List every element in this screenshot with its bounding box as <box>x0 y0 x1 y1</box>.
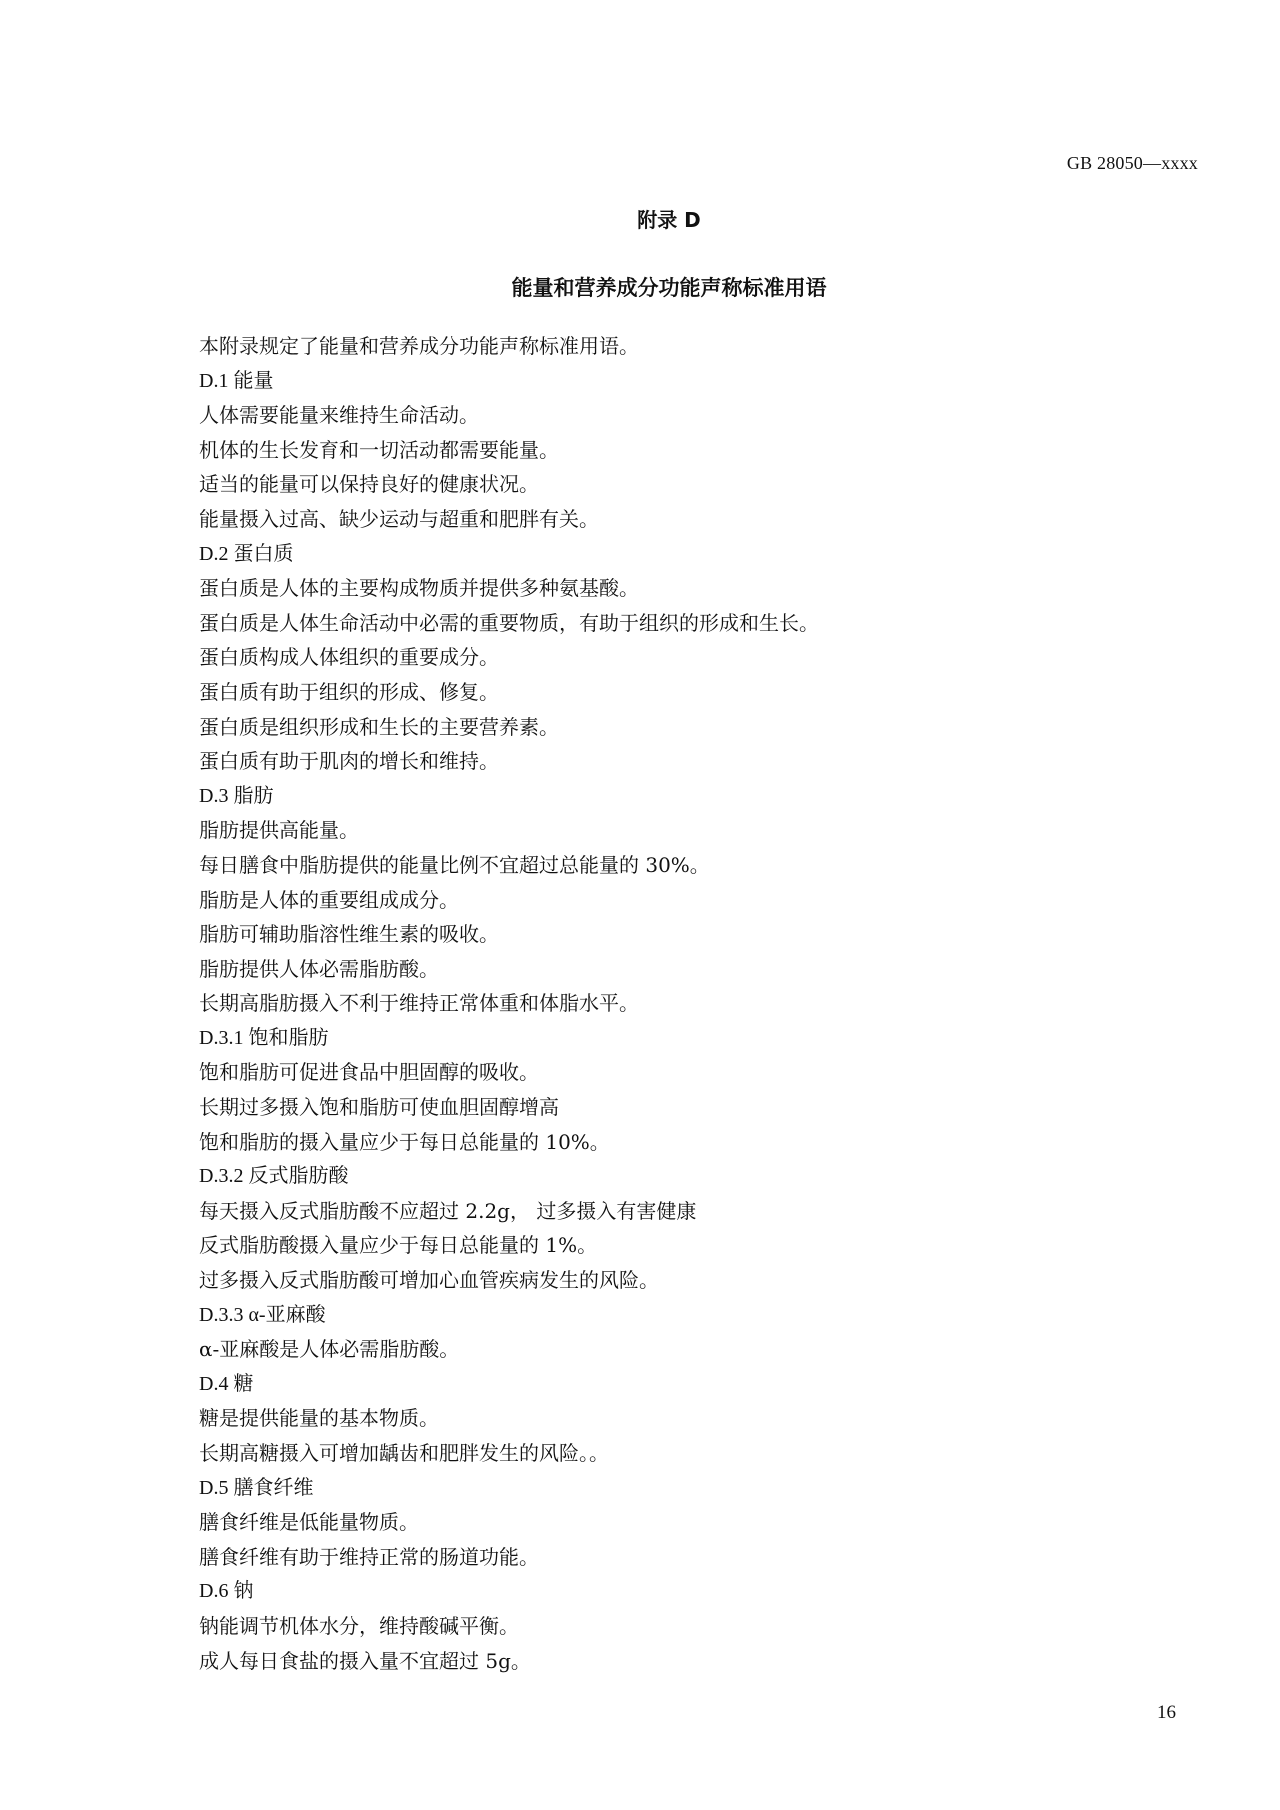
paragraph-line: 脂肪提供人体必需脂肪酸。 <box>199 956 439 981</box>
paragraph-line: 蛋白质是人体的主要构成物质并提供多种氨基酸。 <box>199 576 639 601</box>
document-title: 能量和营养成分功能声称标准用语 <box>511 276 827 300</box>
section-heading: D.3 脂肪 <box>199 784 274 807</box>
paragraph-line: 脂肪可辅助脂溶性维生素的吸收。 <box>199 922 499 947</box>
paragraph-line: 蛋白质是人体生命活动中必需的重要物质，有助于组织的形成和生长。 <box>199 610 819 635</box>
section-heading: D.3.2 反式脂肪酸 <box>199 1165 349 1188</box>
section-heading: D.3.3 α-亚麻酸 <box>199 1303 326 1326</box>
section-heading: D.5 膳食纤维 <box>199 1476 314 1499</box>
paragraph-line: 脂肪提供高能量。 <box>199 818 359 843</box>
paragraph-line: 长期过多摄入饱和脂肪可使血胆固醇增高 <box>199 1095 559 1120</box>
section-heading: D.1 能量 <box>199 369 274 392</box>
standard-code: GB 28050—xxxx <box>1066 153 1198 173</box>
paragraph-line: 饱和脂肪的摄入量应少于每日总能量的 10%。 <box>199 1129 610 1154</box>
paragraph-line: 膳食纤维有助于维持正常的肠道功能。 <box>199 1544 539 1569</box>
paragraph-line: 每日膳食中脂肪提供的能量比例不宜超过总能量的 30%。 <box>199 852 710 877</box>
paragraph-line: 成人每日食盐的摄入量不宜超过 5g。 <box>199 1648 531 1673</box>
document-body <box>199 329 1159 1678</box>
section-heading: D.2 蛋白质 <box>199 542 294 565</box>
paragraph-line: 钠能调节机体水分，维持酸碱平衡。 <box>199 1613 519 1638</box>
paragraph-line: 糖是提供能量的基本物质。 <box>199 1406 439 1431</box>
section-heading: D.6 钠 <box>199 1580 254 1603</box>
paragraph-line: 反式脂肪酸摄入量应少于每日总能量的 1%。 <box>199 1233 598 1258</box>
paragraph-line: 长期高脂肪摄入不利于维持正常体重和体脂水平。 <box>199 991 639 1016</box>
section-heading: D.3.1 饱和脂肪 <box>199 1026 329 1049</box>
paragraph-line: 每天摄入反式脂肪酸不应超过 2.2g， 过多摄入有害健康 <box>199 1198 697 1223</box>
paragraph-line: 饱和脂肪可促进食品中胆固醇的吸收。 <box>199 1060 539 1085</box>
section-heading: D.4 糖 <box>199 1372 254 1395</box>
paragraph-line: 人体需要能量来维持生命活动。 <box>199 403 479 428</box>
appendix-title: 附录 D <box>637 208 701 232</box>
paragraph-line: α-亚麻酸是人体必需脂肪酸。 <box>199 1337 460 1362</box>
paragraph-line: 本附录规定了能量和营养成分功能声称标准用语。 <box>199 334 639 358</box>
paragraph-line: 蛋白质构成人体组织的重要成分。 <box>199 645 499 670</box>
paragraph-line: 机体的生长发育和一切活动都需要能量。 <box>199 437 559 462</box>
paragraph-line: 蛋白质有助于组织的形成、修复。 <box>199 679 499 704</box>
paragraph-line: 能量摄入过高、缺少运动与超重和肥胖有关。 <box>199 506 599 531</box>
paragraph-line: 蛋白质有助于肌肉的增长和维持。 <box>199 749 499 774</box>
page-number: 16 <box>1157 1702 1176 1723</box>
paragraph-line: 适当的能量可以保持良好的健康状况。 <box>199 472 539 497</box>
paragraph-line: 脂肪是人体的重要组成成分。 <box>199 887 459 912</box>
paragraph-line: 长期高糖摄入可增加龋齿和肥胖发生的风险。。 <box>199 1441 609 1465</box>
paragraph-line: 蛋白质是组织形成和生长的主要营养素。 <box>199 714 559 739</box>
paragraph-line: 膳食纤维是低能量物质。 <box>199 1510 419 1535</box>
paragraph-line: 过多摄入反式脂肪酸可增加心血管疾病发生的风险。 <box>199 1268 659 1293</box>
